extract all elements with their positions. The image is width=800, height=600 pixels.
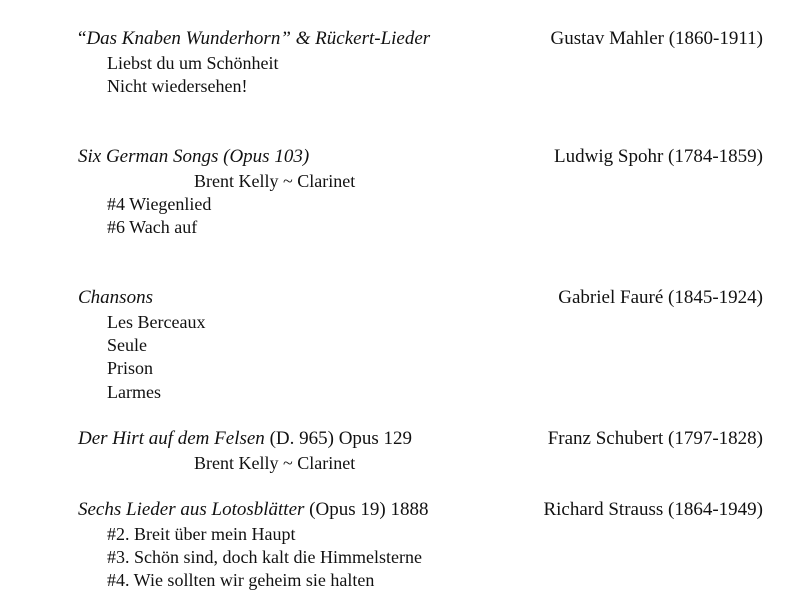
- song-item: Les Berceaux: [107, 312, 206, 332]
- work-title-italic: Chansons: [78, 287, 153, 308]
- work-title: [78, 428, 412, 450]
- song-item: Nicht wiedersehen!: [107, 76, 248, 96]
- work-title: [78, 499, 428, 521]
- work-title: [78, 28, 430, 50]
- composer-name: Ludwig Spohr (1784-1859): [554, 146, 763, 167]
- performer-credit: Brent Kelly ~ Clarinet: [194, 453, 356, 473]
- work-title: [78, 287, 153, 309]
- work-title-suffix: (D. 965) Opus 129: [264, 428, 413, 449]
- song-item: #2. Breit über mein Haupt: [107, 524, 296, 544]
- composer-name: Richard Strauss (1864-1949): [543, 499, 763, 520]
- work-title-italic: Sechs Lieder aus Lotosblätter: [78, 499, 305, 520]
- composer-name: Gabriel Fauré (1845-1924): [558, 287, 763, 308]
- composer-name: Gustav Mahler (1860-1911): [550, 28, 763, 49]
- song-item: Prison: [107, 358, 154, 378]
- work-title-prefix: “: [78, 28, 87, 49]
- work-title-italic: Six German Songs (Opus 103): [78, 146, 310, 167]
- song-item: Liebst du um Schönheit: [107, 53, 279, 73]
- song-item: #6 Wach auf: [107, 217, 198, 237]
- work-title-suffix: (Opus 19) 1888: [304, 499, 429, 520]
- song-item: #3. Schön sind, doch kalt die Himmelsterne: [107, 547, 422, 567]
- song-item: #4. Wie sollten wir geheim sie halten: [107, 570, 375, 590]
- song-item: Seule: [107, 335, 147, 355]
- song-item: Larmes: [107, 382, 161, 402]
- composer-name: Franz Schubert (1797-1828): [547, 428, 763, 449]
- work-title-italic: Das Knaben Wunderhorn” & Rückert-Lieder: [86, 28, 431, 49]
- work-title-italic: Der Hirt auf dem Felsen: [78, 428, 265, 449]
- performer-credit: Brent Kelly ~ Clarinet: [194, 171, 356, 191]
- song-item: #4 Wiegenlied: [107, 194, 212, 214]
- work-title: [78, 146, 309, 168]
